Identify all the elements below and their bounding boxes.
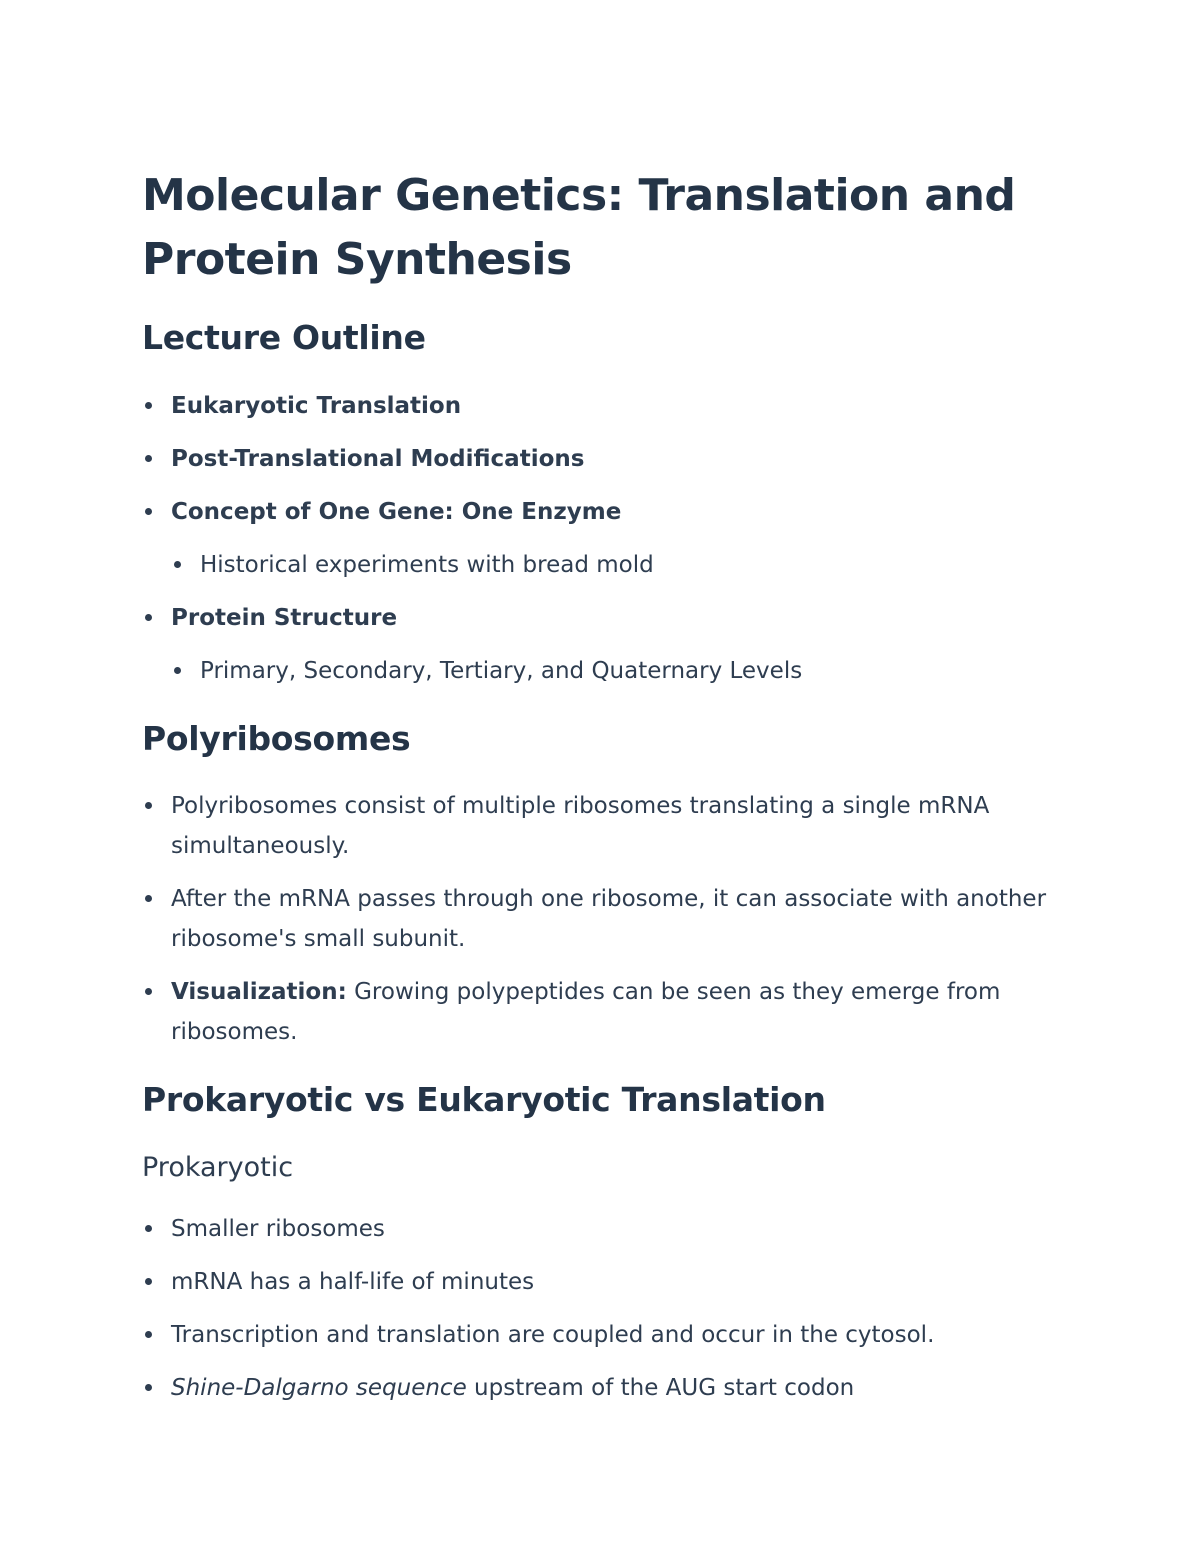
list-item: Protein Structure <box>142 598 1052 638</box>
list-item <box>142 1368 1052 1408</box>
outline-list <box>142 386 1052 691</box>
list-item: Transcription and translation are coupled and occur in the cytosol. <box>142 1315 1052 1355</box>
list-item: Polyribosomes consist of multiple ribosomes translating a single mRNA simultaneously. <box>142 786 1052 866</box>
list-item: Eukaryotic Translation <box>142 386 1052 426</box>
visualization-label: Visualization: <box>171 979 347 1005</box>
section-heading-prokaryotic-vs-eukaryotic: Prokaryotic vs Eukaryotic Translation <box>142 1080 826 1119</box>
list-item: After the mRNA passes through one ribosome, it can associate with another ribosome's small subunit. <box>142 879 1052 959</box>
list-item: Post-Translational Modifications <box>142 439 1052 479</box>
list-item: Historical experiments with bread mold <box>142 545 1052 585</box>
section-heading-polyribosomes: Polyribosomes <box>142 719 411 758</box>
list-item: Smaller ribosomes <box>142 1209 1052 1249</box>
polyribosomes-list <box>142 786 1052 1052</box>
list-item: mRNA has a half-life of minutes <box>142 1262 1052 1302</box>
list-item <box>142 972 1052 1052</box>
section-heading-lecture-outline: Lecture Outline <box>142 318 426 357</box>
list-item: Primary, Secondary, Tertiary, and Quaternary Levels <box>142 651 1052 691</box>
page-title: Molecular Genetics: Translation and Protein Synthesis <box>142 170 1016 285</box>
prokaryotic-list <box>142 1209 1052 1408</box>
list-item: Concept of One Gene: One Enzyme <box>142 492 1052 532</box>
shine-dalgarno-term: Shine-Dalgarno sequence <box>171 1375 467 1401</box>
visualization-text: Growing polypeptides can be seen as they emerge from ribosomes. <box>171 979 1001 1045</box>
subheading-prokaryotic: Prokaryotic <box>142 1152 294 1183</box>
shine-dalgarno-text: upstream of the AUG start codon <box>466 1375 855 1401</box>
